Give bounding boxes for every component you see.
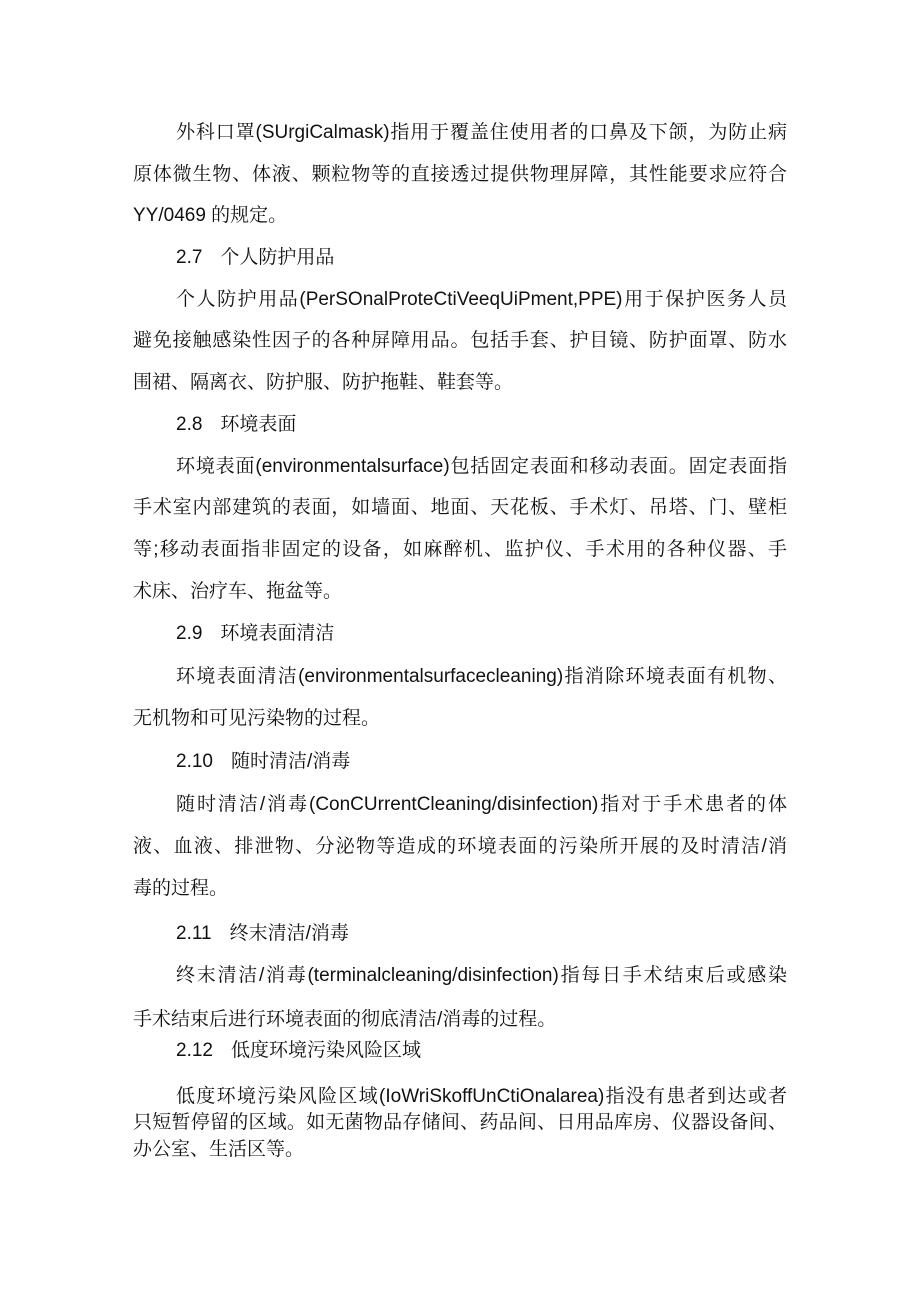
paragraph-line: 围裙、隔离衣、防护服、防护拖鞋、鞋套等。 [133, 372, 514, 393]
section-title: 环境表面 [220, 414, 297, 435]
paragraph-line: 手术结束后进行环境表面的彻底清洁/消毒的过程。 [133, 1009, 557, 1030]
section-heading [176, 921, 349, 947]
paragraph-line: 液、血液、排泄物、分泌物等造成的环境表面的污染所开展的及时清洁/消 [133, 836, 787, 857]
section-title: 随时清洁/消毒 [230, 751, 351, 772]
section-title: 终末清洁/消毒 [229, 923, 349, 944]
section-heading [176, 749, 350, 775]
paragraph-line: 无机物和可见污染物的过程。 [133, 708, 381, 729]
paragraph-line: 办公室、生活区等。 [133, 1139, 305, 1160]
section-title: 个人防护用品 [220, 247, 335, 268]
section-heading [176, 1038, 421, 1064]
paragraph-line: 环境表面清洁(environmentalsurfacecleaning)指消除环境表面有机物、 [176, 666, 787, 687]
paragraph-line: 低度环境污染风险区域(IoWriSkoffUnCtiOnalarea)指没有患者到达或者 [176, 1086, 787, 1107]
paragraph-line: 毒的过程。 [133, 878, 229, 899]
paragraph-line: 手术室内部建筑的表面，如墙面、地面、天花板、手术灯、吊塔、门、壁柜 [133, 497, 787, 518]
section-title: 低度环境污染风险区域 [230, 1040, 421, 1061]
paragraph-line: 避免接触感染性因子的各种屏障用品。包括手套、护目镜、防护面罩、防水 [133, 330, 787, 351]
section-number: 2.12 [176, 1040, 213, 1061]
paragraph-line: 原体微生物、体液、颗粒物等的直接透过提供物理屏障，其性能要求应符合 [133, 164, 787, 185]
section-number: 2.9 [176, 623, 203, 644]
paragraph-line: 外科口罩(SUrgiCalmask)指用于覆盖住使用者的口鼻及下颌，为防止病 [176, 122, 787, 143]
paragraph-line: 随时清洁/消毒(ConCUrrentCleaning/disinfection)指对于手术患者的体 [176, 794, 787, 815]
section-title: 环境表面清洁 [220, 623, 335, 644]
section-number: 2.11 [176, 923, 212, 944]
section-number: 2.8 [176, 414, 203, 435]
section-heading [176, 412, 296, 438]
paragraph-line: 终末清洁/消毒(terminalcleaning/disinfection)指每日手术结束后或感染 [176, 965, 787, 986]
paragraph-line: 个人防护用品(PerSOnalProteCtiVeeqUiPment,PPE)用于保护医务人员 [176, 289, 787, 310]
paragraph-line: 环境表面(environmentalsurface)包括固定表面和移动表面。固定表面指 [176, 456, 787, 477]
paragraph-line: 等;移动表面指非固定的设备，如麻醉机、监护仪、手术用的各种仪器、手 [133, 539, 787, 560]
paragraph-line: 只短暂停留的区域。如无菌物品存储间、药品间、日用品库房、仪器设备间、 [133, 1112, 787, 1133]
section-number: 2.7 [176, 247, 203, 268]
section-heading [176, 621, 334, 647]
paragraph-line: 术床、治疗车、拖盆等。 [133, 581, 343, 602]
paragraph-line: YY/0469 的规定。 [133, 205, 288, 226]
section-number: 2.10 [176, 751, 213, 772]
section-heading [176, 245, 334, 271]
